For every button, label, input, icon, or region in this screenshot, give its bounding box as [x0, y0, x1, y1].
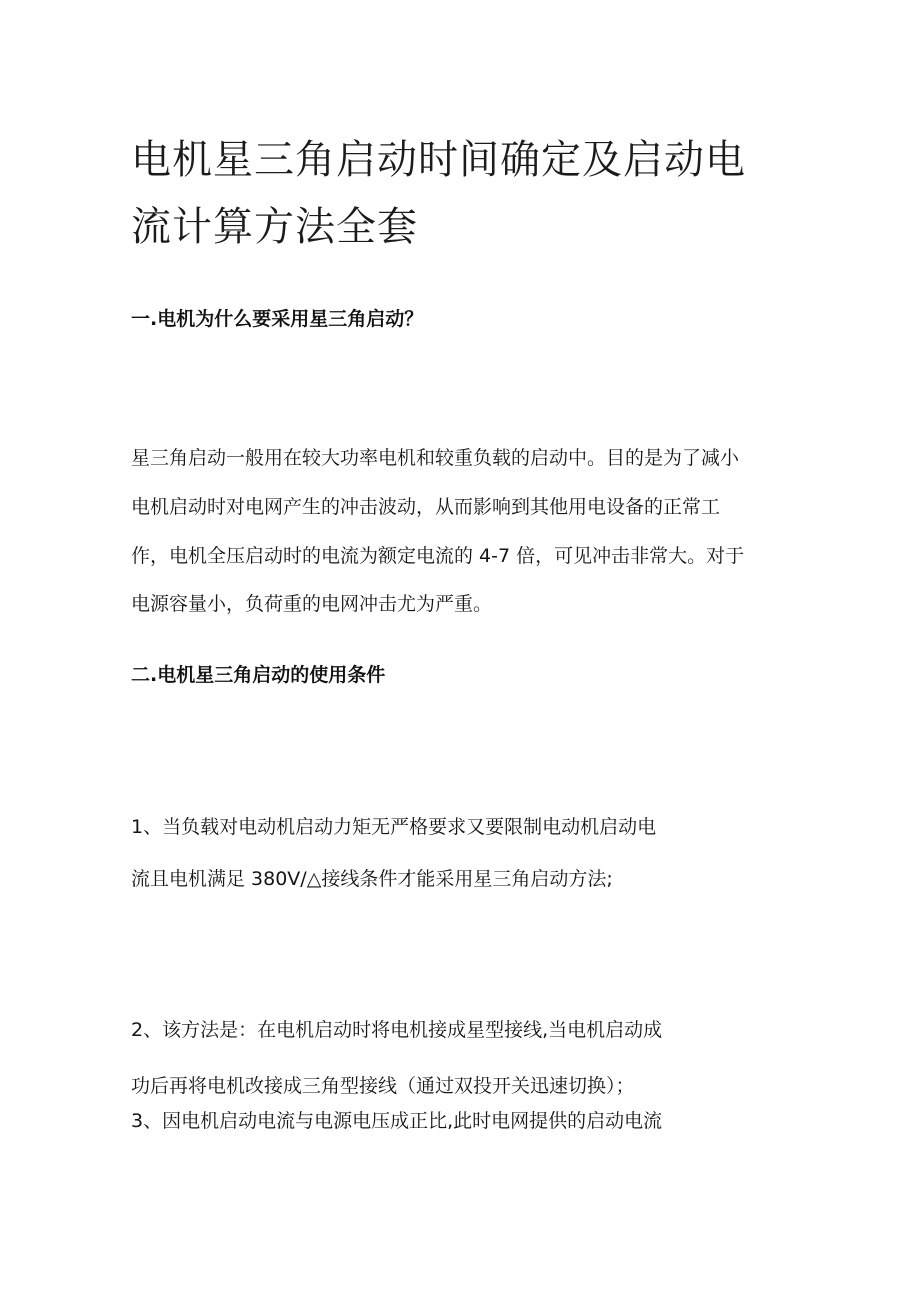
- document-title-line-2: 流计算方法全套: [131, 204, 418, 250]
- document-title-line-1: 电机星三角启动时间确定及启动电: [131, 137, 746, 183]
- condition-item-2-line-2: 功后再将电机改接成三角型接线（通过双投开关迅速切换）；: [131, 1075, 635, 1097]
- condition-item-1-line-1: 1、当负载对电动机启动力矩无严格要求又要限制电动机启动电: [131, 816, 657, 838]
- section-1-heading: 一.电机为什么要采用星三角启动？: [131, 308, 424, 330]
- condition-item-3-line-1: 3、因电机启动电流与电源电压成正比,此时电网提供的启动电流: [131, 1110, 663, 1132]
- section-1-paragraph-line-4: 电源容量小，负荷重的电网冲击尤为严重。: [131, 593, 493, 615]
- condition-item-2-line-1: 2、该方法是：在电机启动时将电机接成星型接线,当电机启动成: [131, 1019, 663, 1041]
- section-1-paragraph-line-3: 作，电机全压启动时的电流为额定电流的 4-7 倍，可见冲击非常大。对于: [131, 545, 745, 567]
- section-2-heading: 二.电机星三角启动的使用条件: [131, 664, 386, 686]
- section-1-paragraph-line-2: 电机启动时对电网产生的冲击波动，从而影响到其他用电设备的正常工: [131, 496, 721, 518]
- condition-item-1-line-2: 流且电机满足 380V/△接线条件才能采用星三角启动方法;: [131, 868, 613, 890]
- section-1-paragraph-line-1: 星三角启动一般用在较大功率电机和较重负载的启动中。目的是为了减小: [131, 447, 740, 469]
